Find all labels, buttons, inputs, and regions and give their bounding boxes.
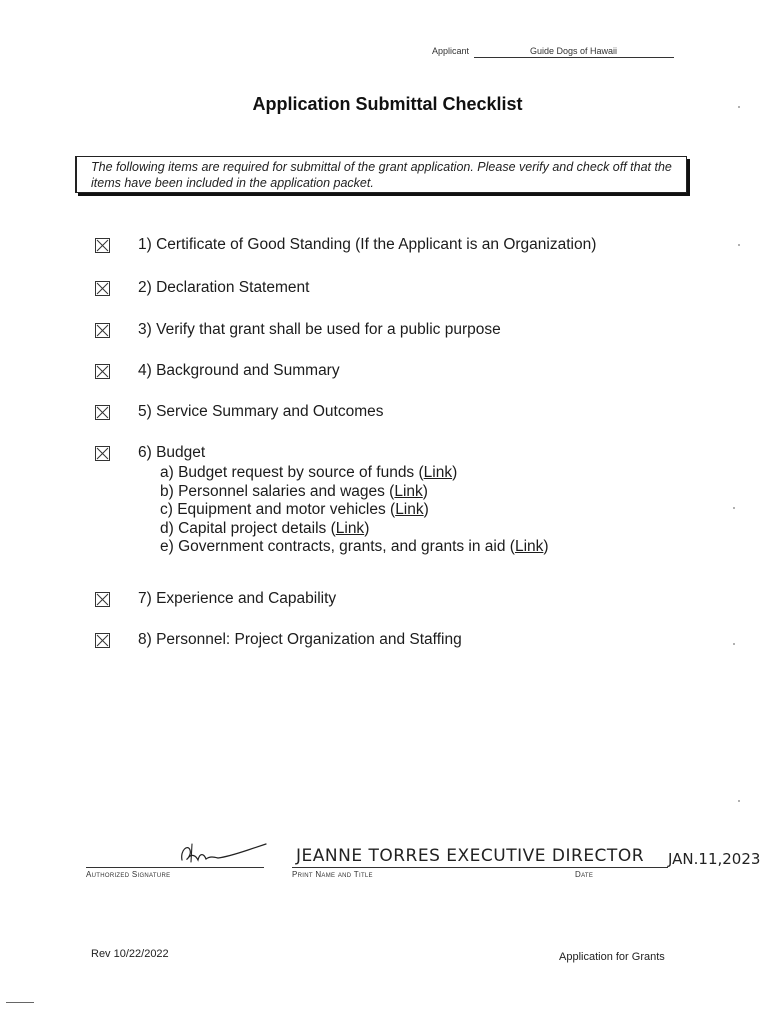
date-value: JAN.11,2023 <box>668 850 761 868</box>
checkbox[interactable] <box>95 323 110 338</box>
budget-subitem-text: c) Equipment and motor vehicles ( <box>160 501 396 518</box>
print-name-value: JEANNE TORRES EXECUTIVE DIRECTOR <box>296 846 645 866</box>
budget-subitem-suffix: ) <box>543 538 549 555</box>
print-name-label: Print Name and Title <box>292 870 373 879</box>
budget-subitem-link[interactable]: Link <box>394 482 423 500</box>
applicant-field <box>432 46 674 58</box>
checkbox[interactable] <box>95 592 110 607</box>
checkbox[interactable] <box>95 364 110 379</box>
instructions-box: The following items are required for submittal of the grant application. Please verify and check off that the items have been included in the application packet. <box>75 156 687 193</box>
budget-subitem-text: b) Personnel salaries and wages ( <box>160 482 395 500</box>
scan-speck <box>733 643 735 645</box>
checklist-item-label: 5) Service Summary and Outcomes <box>138 403 384 420</box>
budget-subitem <box>160 520 549 539</box>
scan-speck <box>733 507 735 509</box>
checklist-item-label: 6) Budget <box>138 444 206 461</box>
checkbox[interactable] <box>95 446 110 461</box>
signature-block <box>0 832 770 892</box>
checklist-item-label: 1) Certificate of Good Standing (If the Applicant is an Organization) <box>138 236 597 253</box>
budget-subitem <box>160 538 549 557</box>
check-x-icon <box>96 406 109 419</box>
authorized-signature-line <box>86 867 264 868</box>
budget-subitem-link[interactable]: Link <box>395 501 424 518</box>
date-label: Date <box>575 870 594 879</box>
applicant-label: Applicant <box>432 46 470 56</box>
check-x-icon <box>96 282 109 295</box>
budget-subitem-link[interactable]: Link <box>423 464 453 481</box>
budget-subitem-text: d) Capital project details ( <box>160 519 336 537</box>
scan-speck <box>738 244 740 246</box>
page-title: Application Submittal Checklist <box>252 94 523 114</box>
checkbox[interactable] <box>95 405 110 420</box>
authorized-signature-label: Authorized Signature <box>86 870 171 879</box>
checkbox[interactable] <box>95 281 110 296</box>
revision-date: Rev 10/22/2022 <box>91 948 169 960</box>
checkbox[interactable] <box>95 238 110 253</box>
checklist-item-label: 2) Declaration Statement <box>138 279 310 296</box>
form-name: Application for Grants <box>559 951 665 963</box>
budget-subitem-link[interactable]: Link <box>514 538 544 555</box>
date-line <box>572 867 668 868</box>
scan-edge-mark <box>6 1002 34 1003</box>
check-x-icon <box>96 365 109 378</box>
checklist-item-label: 8) Personnel: Project Organization and Staffing <box>138 631 462 648</box>
budget-subitem-text: e) Government contracts, grants, and grants in aid ( <box>160 538 515 555</box>
scan-speck <box>738 106 740 108</box>
checklist-item-label: 4) Background and Summary <box>138 362 340 379</box>
check-x-icon <box>96 324 109 337</box>
budget-subitem-suffix: ) <box>423 501 429 518</box>
check-x-icon <box>96 634 109 647</box>
budget-subitem-text: a) Budget request by source of funds ( <box>160 464 424 481</box>
check-x-icon <box>96 239 109 252</box>
budget-subitem-suffix: ) <box>422 482 428 500</box>
applicant-value: Guide Dogs of Hawaii <box>474 46 674 58</box>
print-name-line <box>292 867 582 868</box>
check-x-icon <box>96 447 109 460</box>
budget-subitem-suffix: ) <box>364 519 370 537</box>
budget-subitem-suffix: ) <box>452 464 458 481</box>
checkbox[interactable] <box>95 633 110 648</box>
checklist-item-label: 3) Verify that grant shall be used for a public purpose <box>138 321 501 338</box>
budget-subitem <box>160 501 549 520</box>
budget-subitems <box>160 464 549 557</box>
budget-subitem <box>160 464 549 483</box>
checklist-item-label: 7) Experience and Capability <box>138 590 337 607</box>
scan-speck <box>738 800 740 802</box>
budget-subitem-link[interactable]: Link <box>335 519 365 537</box>
handwritten-signature <box>170 838 270 868</box>
check-x-icon <box>96 593 109 606</box>
budget-subitem <box>160 483 549 502</box>
